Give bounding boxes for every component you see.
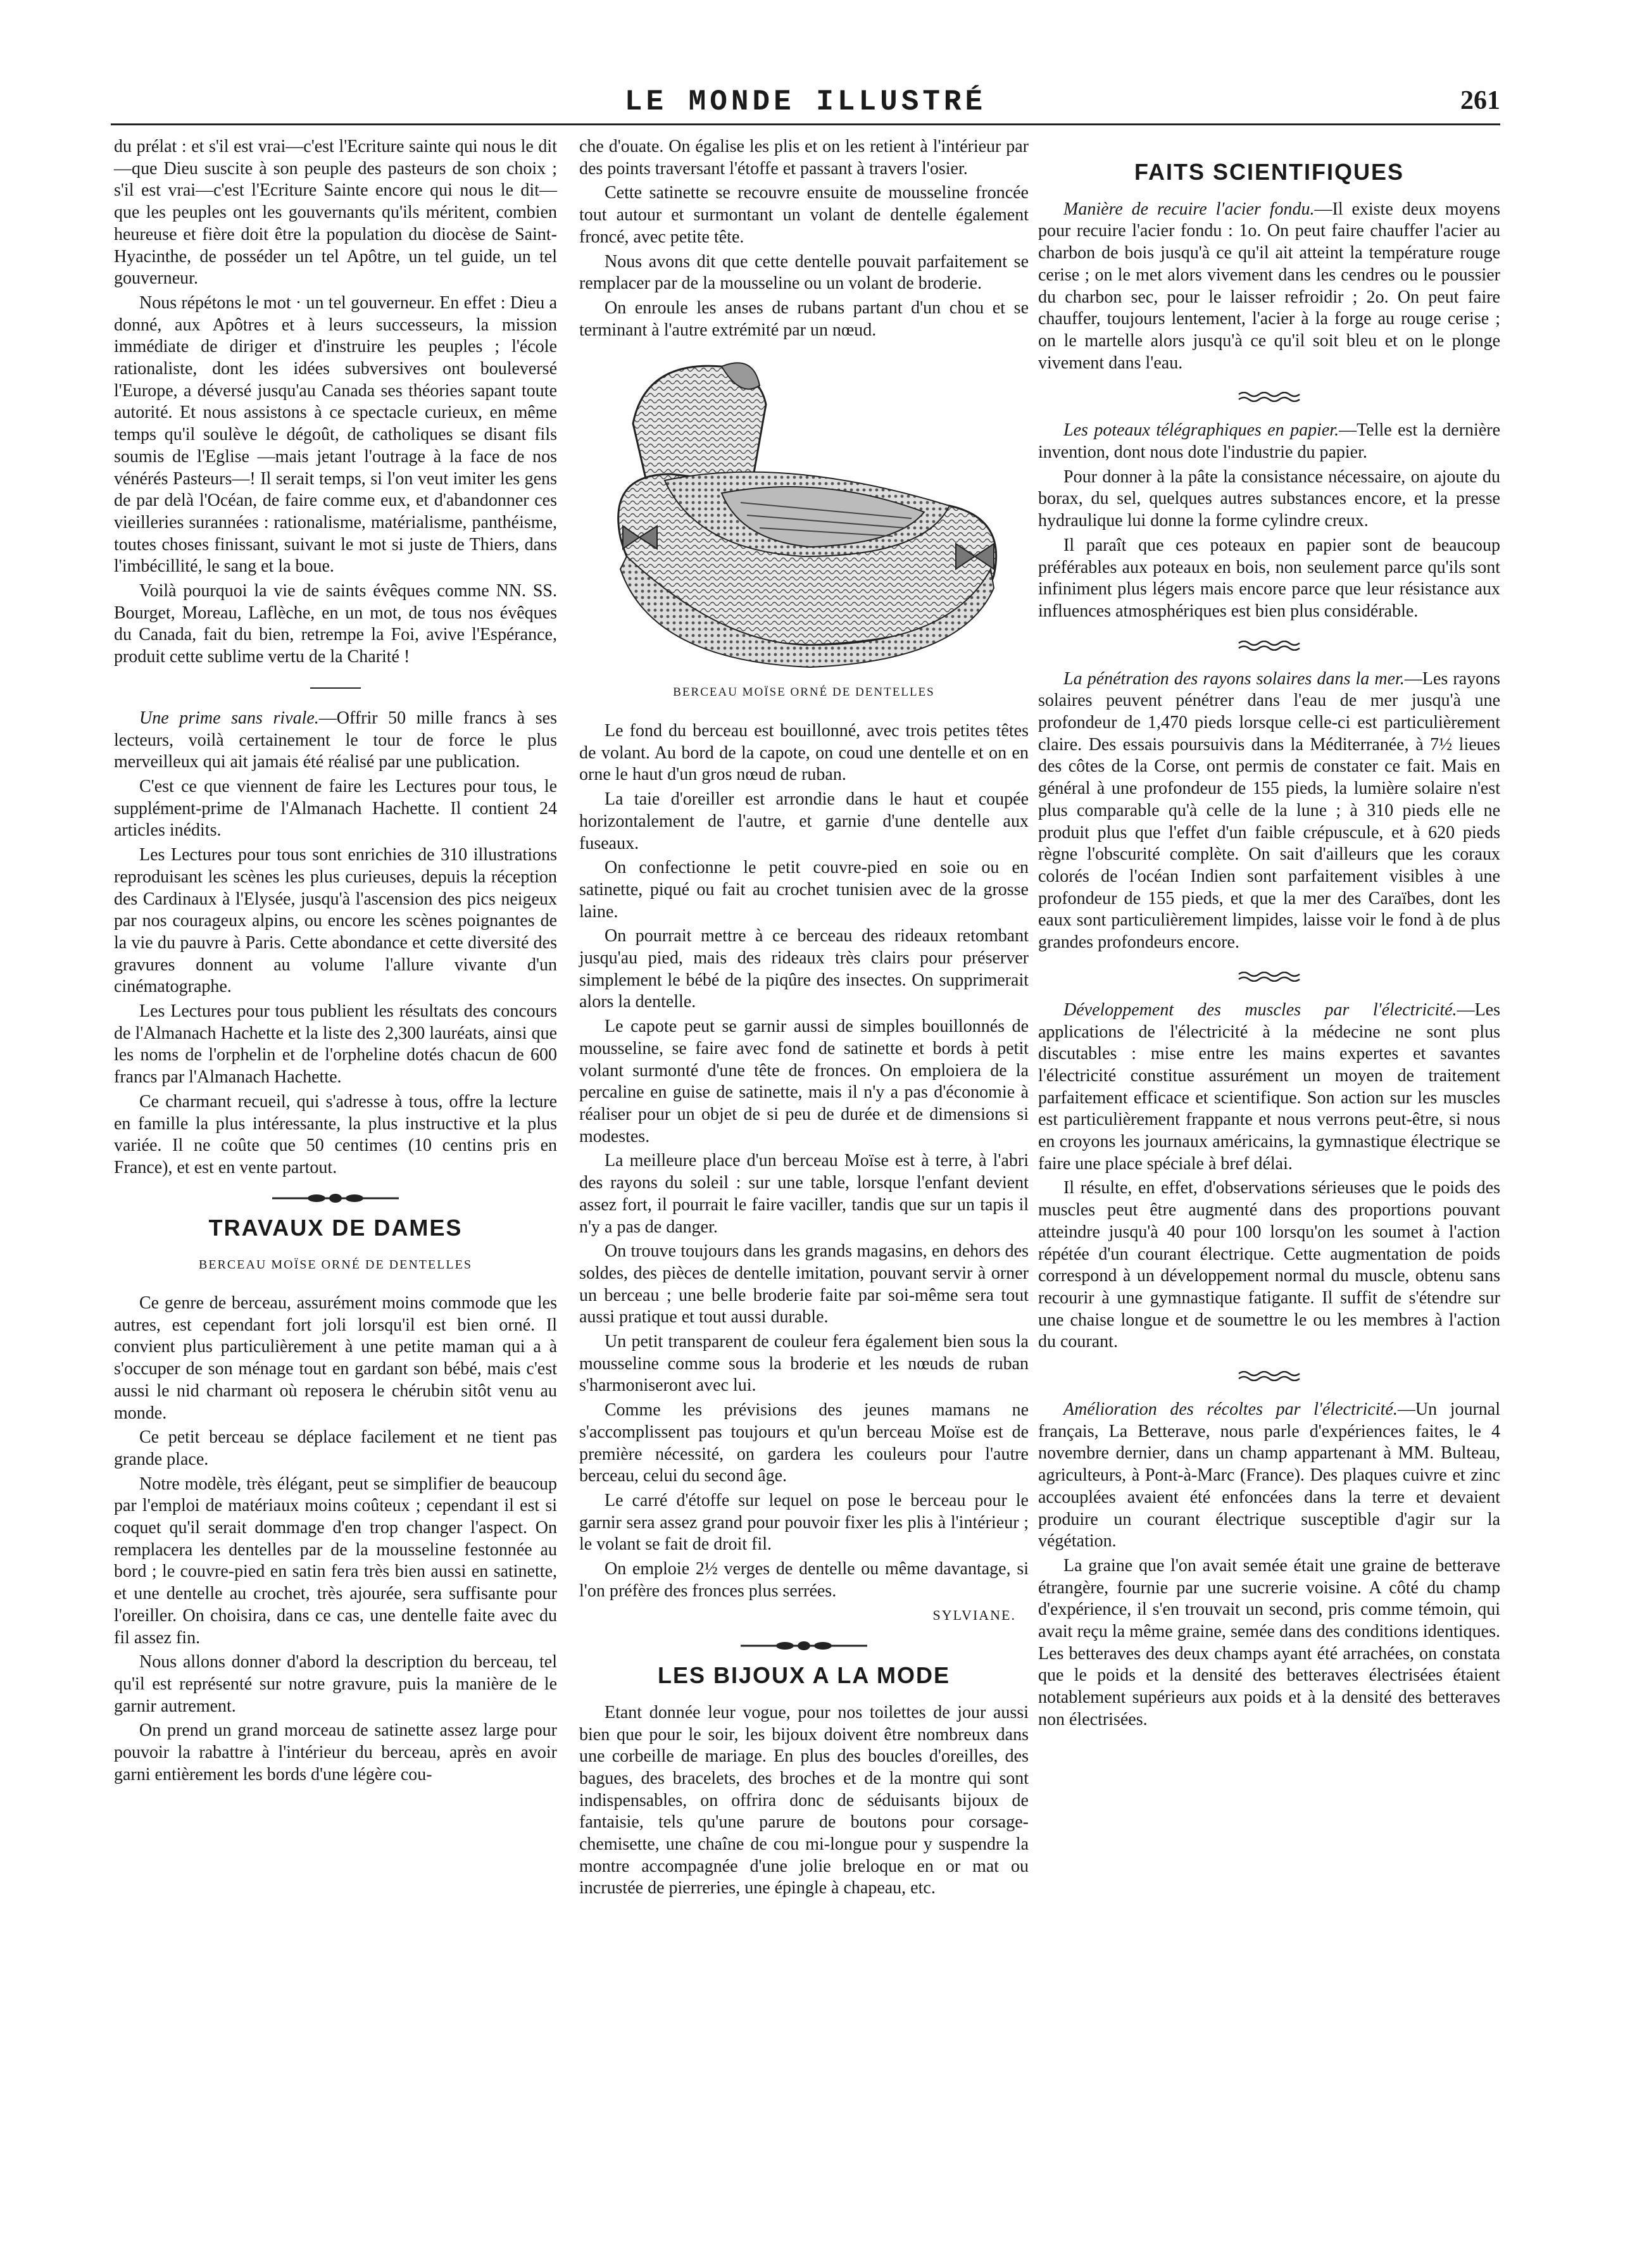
article-title: Manière de recuire l'acier fondu. xyxy=(1063,199,1315,219)
paragraph: Le capote peut se garnir aussi de simples bouillonnés de mousseline, se faire avec fond de satinette et bords à petit volant surmonté d'une tête de fronces. On emploiera de la percaline en guise de satinette, mais il n'y a pas d'économie à réaliser pour un objet de si peu de durée et de dimensions si modestes. xyxy=(579,1017,1029,1146)
article-text: —Offrir 50 mille francs à ses lecteurs, voilà certainement le tour de force le plus merveilleux qui ait jamais été réalisé par une publication. xyxy=(114,708,557,772)
paragraph: Pour donner à la pâte la consistance nécessaire, on ajoute du borax, du sel, quelques autres substances encore, et la presse hydraulique lui donne la forme cylindre creux. xyxy=(1038,467,1500,531)
paragraph: Un petit transparent de couleur fera également bien sous la mousseline comme sous la broderie et les nœuds de ruban s'harmoniseront avec lui. xyxy=(579,1332,1029,1396)
article-title: Amélioration des récoltes par l'électricité. xyxy=(1063,1400,1398,1420)
paragraph xyxy=(1038,668,1500,954)
cradle-icon xyxy=(595,348,1013,677)
paragraph: C'est ce que viennent de faire les Lectures pour tous, le supplément-prime de l'Almanach Hachette. Il contient 24 articles inédits. xyxy=(114,776,557,841)
paragraph: Le carré d'étoffe sur lequel on pose le berceau pour le garnir sera assez grand pour pouvoir fixer les plis à l'intérieur ; le volant se fait de droit fil. xyxy=(579,1490,1029,1555)
paragraph: On emploie 2½ verges de dentelle ou même davantage, si l'on préfère des fronces plus serrées. xyxy=(579,1559,1029,1601)
column-3 xyxy=(1038,136,1500,1734)
chain-ornament-icon xyxy=(272,1193,399,1203)
wave-ornament-icon xyxy=(1238,641,1301,651)
paragraph: On prend un grand morceau de satinette assez large pour pouvoir la rabattre à l'intérieur du berceau, après en avoir garni entièrement les bords d'une légère cou- xyxy=(114,1720,557,1784)
paragraph: Notre modèle, très élégant, peut se simplifier de beaucoup par l'emploi de matériaux moins coûteux ; cependant il est si coquet qu'il serait dommage d'en trop changer l'aspect. On remplacera les dentelles par de la mousseline festonnée au bord ; le couvre-pied en satin fera très bien aussi en satinette, et une dentelle au crochet, très ajourée, sera suffisante pour l'oreiller. On choisira, dans ce cas, une dentelle faite avec du fil assez fin. xyxy=(114,1474,557,1648)
paragraph: du prélat : et s'il est vrai—c'est l'Ecriture sainte qui nous le dit—que Dieu suscite à son peuple des pasteurs de son choix ; s'il est vrai—c'est l'Ecriture Sainte encore qui nous le dit—que les peuples ont les gouvernants qu'ils méritent, combien heureuse et fière doit être la population du diocèse de Saint-Hyacinthe, de posséder un tel Apôtre, un tel guide, un tel gouverneur. xyxy=(114,137,557,289)
article-text: —Les rayons solaires peuvent pénétrer dans l'eau de mer jusqu'à une profondeur de 1,470 pieds lorsque celle-ci est particulièrement claire. Des essais poursuivis dans la Méditerranée, à 7½ lieues des côtes de la Corse, ont permis de constater ce fait. Mais en général à une profondeur de 155 pieds, la lumière solaire n'est plus comparable qu'à celle de la lune ; à 310 pieds elle ne produit plus que l'effet d'un faible crépuscule, et à 620 pieds règne l'obscurité complète. On sait d'ailleurs que les coraux colorés de l'océan Indien sont parfaitement visibles à une profondeur de 155 pieds, et que la mer des Caraïbes, dont les eaux sont particulièrement limpides, laisse voir le fond à de plus grandes profondeurs encore. xyxy=(1038,668,1500,953)
article-title: Une prime sans rivale. xyxy=(139,708,319,728)
paragraph xyxy=(1038,1399,1500,1553)
wave-ornament-icon xyxy=(1238,1371,1301,1381)
paragraph: Il paraît que ces poteaux en papier sont de beaucoup préférables aux poteaux en bois, non seulement parce qu'ils sont infiniment plus légers mais encore parce que leur résistance aux influences atmosphériques est bien plus considérable. xyxy=(1038,535,1500,621)
chain-ornament-icon xyxy=(741,1641,867,1651)
section-heading: FAITS SCIENTIFIQUES xyxy=(1134,159,1405,185)
paragraph xyxy=(1038,420,1500,463)
paragraph: On confectionne le petit couvre-pied en soie ou en satinette, piqué ou fait au crochet tunisien avec de la grosse laine. xyxy=(579,858,1029,922)
column-1 xyxy=(114,136,557,1789)
section-subcaption: BERCEAU MOÏSE ORNÉ DE DENTELLES xyxy=(199,1258,472,1272)
article-text: —Un journal français, La Betterave, nous parle d'expériences faites, le 4 novembre dernier, dans un champ appartenant à MM. Bulteau, agriculteurs, à Pont-à-Marc (France). Des plaques cuivre et zinc accouplées avaient été enfoncées dans la terre et devaient produire un courant électrique susceptible d'agir sur la végétation. xyxy=(1038,1400,1501,1551)
paragraph xyxy=(114,708,557,774)
paragraph: Les Lectures pour tous sont enrichies de 310 illustrations reproduisant les scènes les plus curieuses, depuis la réception des Cardinaux à l'Elysée, jusqu'à l'ascension des pics neigeux par nos courageux alpins, ou encore les scènes poignantes de la vie du pauvre à Paris. Cette abondance et cette diversité des gravures donnent au volume l'allure vivante d'un cinématographe. xyxy=(114,845,557,997)
article-text: —Les applications de l'électricité à la médecine ne sont plus discutables : mise entre les mains expertes et savantes l'électricité constitue assurément un moyen de traitement parfaitement efficace et scientifique. Son action sur les muscles est particulièrement frappante et nous verrons peut-être, si nous en croyons les journaux américains, la gymnastique électrique se faire une place spéciale à bref délai. xyxy=(1038,999,1500,1174)
paragraph: Les Lectures pour tous publient les résultats des concours de l'Almanach Hachette et la liste des 2,300 lauréats, ainsi que les noms de l'orphelin et de l'orpheline dotés chacun de 600 francs par l'Almanach Hachette. xyxy=(114,1001,557,1087)
article-title: La pénétration des rayons solaires dans la mer. xyxy=(1063,668,1405,689)
paragraph: che d'ouate. On égalise les plis et on les retient à l'intérieur par des points traversant l'étoffe et passant à travers l'osier. xyxy=(579,137,1029,179)
paragraph: Le fond du berceau est bouillonné, avec trois petites têtes de volant. Au bord de la capote, on coud une dentelle et on en orne le haut d'un gros nœud de ruban. xyxy=(579,721,1029,785)
section-heading: TRAVAUX DE DAMES xyxy=(208,1214,463,1241)
paragraph: Il résulte, en effet, d'observations sérieuses que le poids des muscles peut être augmenté dans des proportions pouvant atteindre jusqu'à 40 pour 100 lorsqu'on les soumet à l'action répétée d'un courant électrique. Cette augmentation de poids correspond à un développement normal du muscle, obtenu sans recourir à une gymnastique fatigante. Il suffit de s'étendre sur une chaise longue et de soumettre le ou les membres à l'action du courant. xyxy=(1038,1178,1500,1352)
paragraph: Nous avons dit que cette dentelle pouvait parfaitement se remplacer par de la mousseline ou un volant de broderie. xyxy=(579,251,1029,294)
paragraph: Cette satinette se recouvre ensuite de mousseline froncée tout autour et surmontant un volant de dentelle également froncé, avec petite tête. xyxy=(579,183,1029,247)
wave-ornament-icon xyxy=(1238,972,1301,982)
paragraph: La graine que l'on avait semée était une graine de betterave étrangère, fournie par une sucrerie voisine. A côté du champ d'expérience, il s'en trouvait un second, pris comme témoin, qui avait reçu la même graine, semée dans des conditions identiques. Les betteraves des deux champs ayant été arrachées, on constata que le poids et la densité des betteraves électrisées étaient notablement supérieurs aux poids et à la densité des betteraves non électrisées. xyxy=(1038,1555,1500,1729)
separator-rule xyxy=(310,687,361,689)
figure-caption: BERCEAU MOÏSE ORNÉ DE DENTELLES xyxy=(673,686,935,699)
paragraph xyxy=(1038,999,1500,1175)
paragraph: La taie d'oreiller est arrondie dans le haut et coupée horizontalement de l'autre, et garnie d'une dentelle aux fuseaux. xyxy=(579,789,1029,853)
signature: SYLVIANE. xyxy=(932,1607,1016,1624)
paragraph xyxy=(1038,199,1500,375)
page-header xyxy=(111,85,1500,131)
column-2 xyxy=(579,136,1029,1902)
article-title: Développement des muscles par l'électricité. xyxy=(1063,999,1457,1020)
article-title: Les poteaux télégraphiques en papier. xyxy=(1063,420,1339,441)
paragraph: Comme les prévisions des jeunes mamans ne s'accomplissent pas toujours et qu'un berceau Moïse est de première nécessité, on gardera les couleurs pour l'autre berceau, celui du second âge. xyxy=(579,1400,1029,1486)
paragraph: On enroule les anses de rubans partant d'un chou et se terminant à l'autre extrémité par un nœud. xyxy=(579,298,1029,340)
masthead-title: LE MONDE ILLUSTRÉ xyxy=(624,85,987,118)
header-rule xyxy=(111,123,1500,125)
wave-ornament-icon xyxy=(1238,392,1301,402)
cradle-illustration xyxy=(595,348,1013,677)
paragraph: On pourrait mettre à ce berceau des rideaux retombant jusqu'au pied, mais des rideaux très clairs pour préserver simplement le bébé de la piqûre des insectes. On supprimerait alors la dentelle. xyxy=(579,926,1029,1012)
paragraph: On trouve toujours dans les grands magasins, en dehors des soldes, des pièces de dentelle imitation, pouvant servir à orner un berceau ; une belle broderie faite par soi-même sera tout aussi pratique et tout aussi durable. xyxy=(579,1241,1029,1327)
paragraph: Ce genre de berceau, assurément moins commode que les autres, est cependant fort joli lorsqu'il est bien orné. Il convient plus particulièrement à une petite maman qui a à s'occuper de son ménage tout en gardant son bébé, mais c'est aussi le nid charmant où reposera le chérubin sitôt venu au monde. xyxy=(114,1293,557,1423)
paragraph: Voilà pourquoi la vie de saints évêques comme NN. SS. Bourget, Moreau, Laflèche, en un mot, de tous nos évêques du Canada, fait du bien, retrempe la Foi, avive l'Espérance, produit cette sublime vertu de la Charité ! xyxy=(114,581,557,667)
paragraph: Ce petit berceau se déplace facilement et ne tient pas grande place. xyxy=(114,1427,557,1469)
page-number: 261 xyxy=(1460,86,1500,115)
section-heading: LES BIJOUX A LA MODE xyxy=(657,1662,951,1689)
paragraph: Nous répétons le mot · un tel gouverneur. En effet : Dieu a donné, aux Apôtres et à leurs successeurs, la mission immédiate de diriger et d'instruire les peuples ; l'école rationaliste, dont les idées subversives ont bouleversé l'Europe, a déversé jusqu'au Canada ses théories sapant toute autorité. Et nous assistons à ce spectacle curieux, en même temps qu'il soulève le dégoût, de catholiques se disant fils soumis de l'Eglise —mais jetant l'outrage à la face de nos vénérés Pasteurs—! Il serait temps, si l'on veut imiter les gens de par delà l'Océan, de faire comme eux, et d'abandonner ces vieilleries surannées : rationalisme, matérialisme, panthéisme, toutes choses finissant, suivant le mot si juste de Thiers, dans l'imbécillité, le sang et la boue. xyxy=(114,292,557,577)
paragraph: Nous allons donner d'abord la description du berceau, tel qu'il est représenté sur notre gravure, puis la manière de le garnir autrement. xyxy=(114,1652,557,1716)
paragraph: La meilleure place d'un berceau Moïse est à terre, à l'abri des rayons du soleil : sur une table, lorsque l'enfant devient assez fort, il pourrait le faire vaciller, tandis que sur un tapis il n'y a pas de danger. xyxy=(579,1151,1029,1237)
article-text: —Il existe deux moyens pour recuire l'acier fondu : 1o. On peut faire chauffer l'acier au charbon de bois jusqu'à ce qu'il ait atteint la température rouge cerise ; on le met alors vivement dans les cendres ou le poussier du charbon sec, pour le laisser refroidir ; 2o. On peut faire chauffer, toujours lentement, l'acier à la forge au rouge cerise ; on le martelle alors jusqu'à ce qu'il soit bleu et on le plonge vivement dans l'eau. xyxy=(1038,199,1500,373)
paragraph: Ce charmant recueil, qui s'adresse à tous, offre la lecture en famille la plus intéressante, la plus instructive et la plus variée. Il ne coûte que 50 centimes (10 centins pris en France), et est en vente partout. xyxy=(114,1091,557,1177)
paragraph: Etant donnée leur vogue, pour nos toilettes de jour aussi bien que pour le soir, les bijoux doivent être nombreux dans une corbeille de mariage. En plus des boucles d'oreilles, des bagues, des bracelets, des broches et de la montre qui sont indispensables, on offrira donc de séduisants bijoux de fantaisie, tels qu'une parure de boutons pour corsage-chemisette, une chaîne de cou mi-longue pour y suspendre la montre accompagnée d'une jolie breloque en or mat ou incrustée de pierreries, une épingle à chapeau, etc. xyxy=(579,1702,1029,1898)
article-text: —Telle est la dernière invention, dont nous dote l'industrie du papier. xyxy=(1038,420,1500,463)
